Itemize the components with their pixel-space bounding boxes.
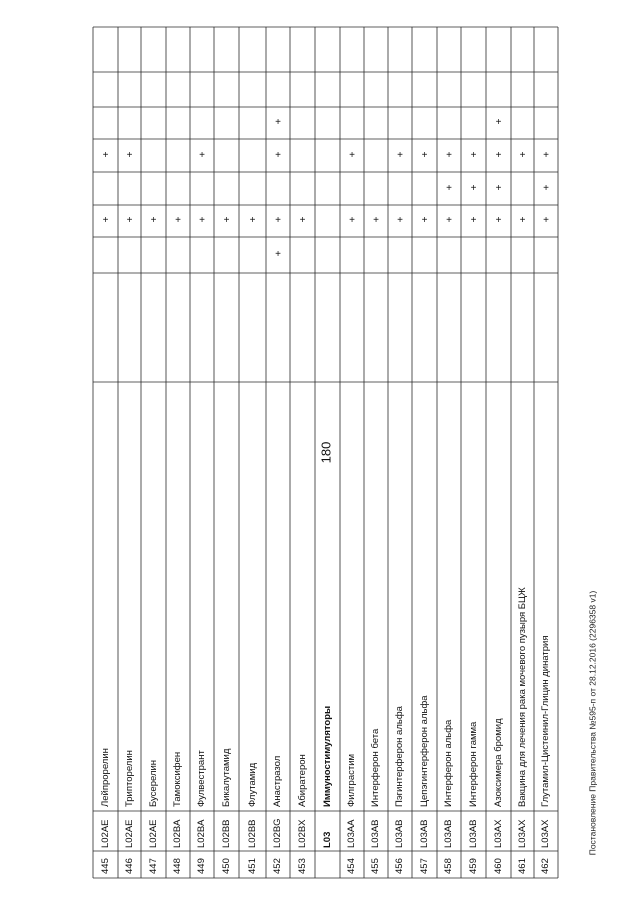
footer-document-ref: Постановление Правительства №595-п от 28.12.2016 (2296358 v1)	[587, 590, 598, 856]
row-number: 445	[99, 858, 111, 874]
plus-mark: +	[495, 117, 502, 128]
row-code: L02BX	[296, 819, 308, 848]
plus-mark: +	[199, 215, 205, 226]
row-number: 460	[492, 858, 504, 874]
row-number: 446	[123, 858, 135, 874]
row-code: L02AE	[123, 819, 135, 848]
plus-mark: +	[421, 215, 428, 226]
plus-mark: +	[199, 149, 205, 161]
row-number: 457	[418, 858, 430, 874]
plus-mark: +	[421, 149, 428, 161]
plus-mark: +	[470, 215, 477, 226]
row-code: L02BB	[246, 819, 258, 848]
plus-mark: +	[543, 215, 549, 226]
plus-mark: +	[397, 215, 403, 226]
plus-mark: +	[470, 149, 477, 161]
row-name: Пэгинтерферон альфа	[394, 706, 405, 807]
row-name: Вакцина для лечения рака мочевого пузыря БЦЖ	[516, 587, 528, 807]
row-number: 453	[296, 858, 308, 874]
row-name: Интерферон бета	[370, 728, 381, 807]
row-code: L03	[321, 831, 333, 848]
row-code: L02BA	[172, 819, 183, 848]
plus-mark: +	[397, 149, 403, 161]
plus-mark: +	[495, 215, 502, 226]
row-code: L02BA	[196, 819, 207, 848]
plus-mark: +	[495, 182, 502, 194]
page-number: 180	[318, 441, 334, 464]
plus-mark: +	[519, 215, 526, 226]
plus-mark: +	[543, 182, 549, 194]
row-code: L03AB	[443, 819, 454, 848]
plus-mark: +	[446, 215, 452, 226]
plus-mark: +	[543, 149, 549, 161]
plus-mark: +	[102, 149, 109, 161]
plus-mark: +	[150, 215, 157, 226]
plus-mark: +	[275, 149, 281, 161]
row-code: L03AB	[467, 819, 479, 848]
row-name: Анастразол	[272, 755, 283, 807]
row-name: Глутамил-Цистеинил-Глицин динатрия	[540, 635, 551, 807]
row-name: Абиратерон	[296, 754, 308, 807]
row-number: 459	[467, 858, 479, 874]
row-code: L03AX	[540, 819, 551, 848]
row-number: 455	[370, 858, 381, 874]
row-code: L02AE	[99, 819, 111, 848]
row-number: 451	[246, 858, 258, 874]
row-code: L02BB	[220, 819, 232, 848]
row-name: Флутамид	[246, 762, 258, 807]
row-name: Цепэгинтерферон альфа	[418, 695, 430, 807]
row-code: L02BG	[272, 818, 283, 848]
plus-mark: +	[275, 215, 281, 226]
plus-mark: +	[249, 215, 256, 226]
row-name: Интерферон гамма	[467, 721, 479, 807]
plus-mark: +	[495, 149, 502, 161]
row-name: Азоксимера бромид	[492, 718, 504, 807]
row-name: Трипторелин	[123, 750, 135, 807]
plus-mark: +	[373, 215, 379, 226]
row-number: 456	[394, 858, 405, 874]
plus-mark: +	[126, 215, 133, 226]
plus-mark: +	[126, 149, 133, 161]
plus-mark: +	[299, 215, 306, 226]
plus-mark: +	[349, 149, 355, 161]
plus-mark: +	[519, 149, 526, 161]
plus-mark: +	[349, 215, 355, 226]
row-name: Интерферон альфа	[443, 719, 454, 807]
row-number: 454	[346, 858, 357, 874]
plus-mark: +	[470, 182, 477, 194]
row-name: Бусерелин	[147, 759, 159, 807]
plus-mark: +	[102, 215, 109, 226]
row-number: 462	[540, 858, 551, 874]
plus-mark: +	[446, 182, 452, 194]
row-code: L03AA	[346, 819, 357, 848]
plus-mark: +	[446, 149, 452, 161]
row-name: Иммуностимуляторы	[321, 705, 333, 807]
plus-mark: +	[175, 215, 181, 226]
plus-mark: +	[275, 117, 281, 128]
row-name: Фулвестрант	[196, 750, 207, 807]
row-code: L02AE	[147, 819, 159, 848]
row-number: 458	[443, 858, 454, 874]
row-code: L03AX	[492, 819, 504, 848]
row-number: 450	[220, 858, 232, 874]
row-code: L03AB	[418, 819, 430, 848]
row-number: 461	[516, 858, 528, 874]
row-code: L03AB	[370, 819, 381, 848]
plus-mark: +	[223, 215, 230, 226]
plus-mark: +	[275, 249, 281, 260]
row-code: L03AX	[516, 819, 528, 848]
row-number: 448	[172, 858, 183, 874]
row-number: 449	[196, 858, 207, 874]
row-name: Бикалутамид	[220, 748, 232, 807]
row-name: Тамоксифен	[172, 751, 183, 807]
row-number: 452	[272, 858, 283, 874]
row-name: Филграстим	[346, 753, 357, 807]
row-code: L03AB	[394, 819, 405, 848]
row-name: Лейпрорелин	[99, 748, 111, 807]
row-number: 447	[147, 858, 159, 874]
